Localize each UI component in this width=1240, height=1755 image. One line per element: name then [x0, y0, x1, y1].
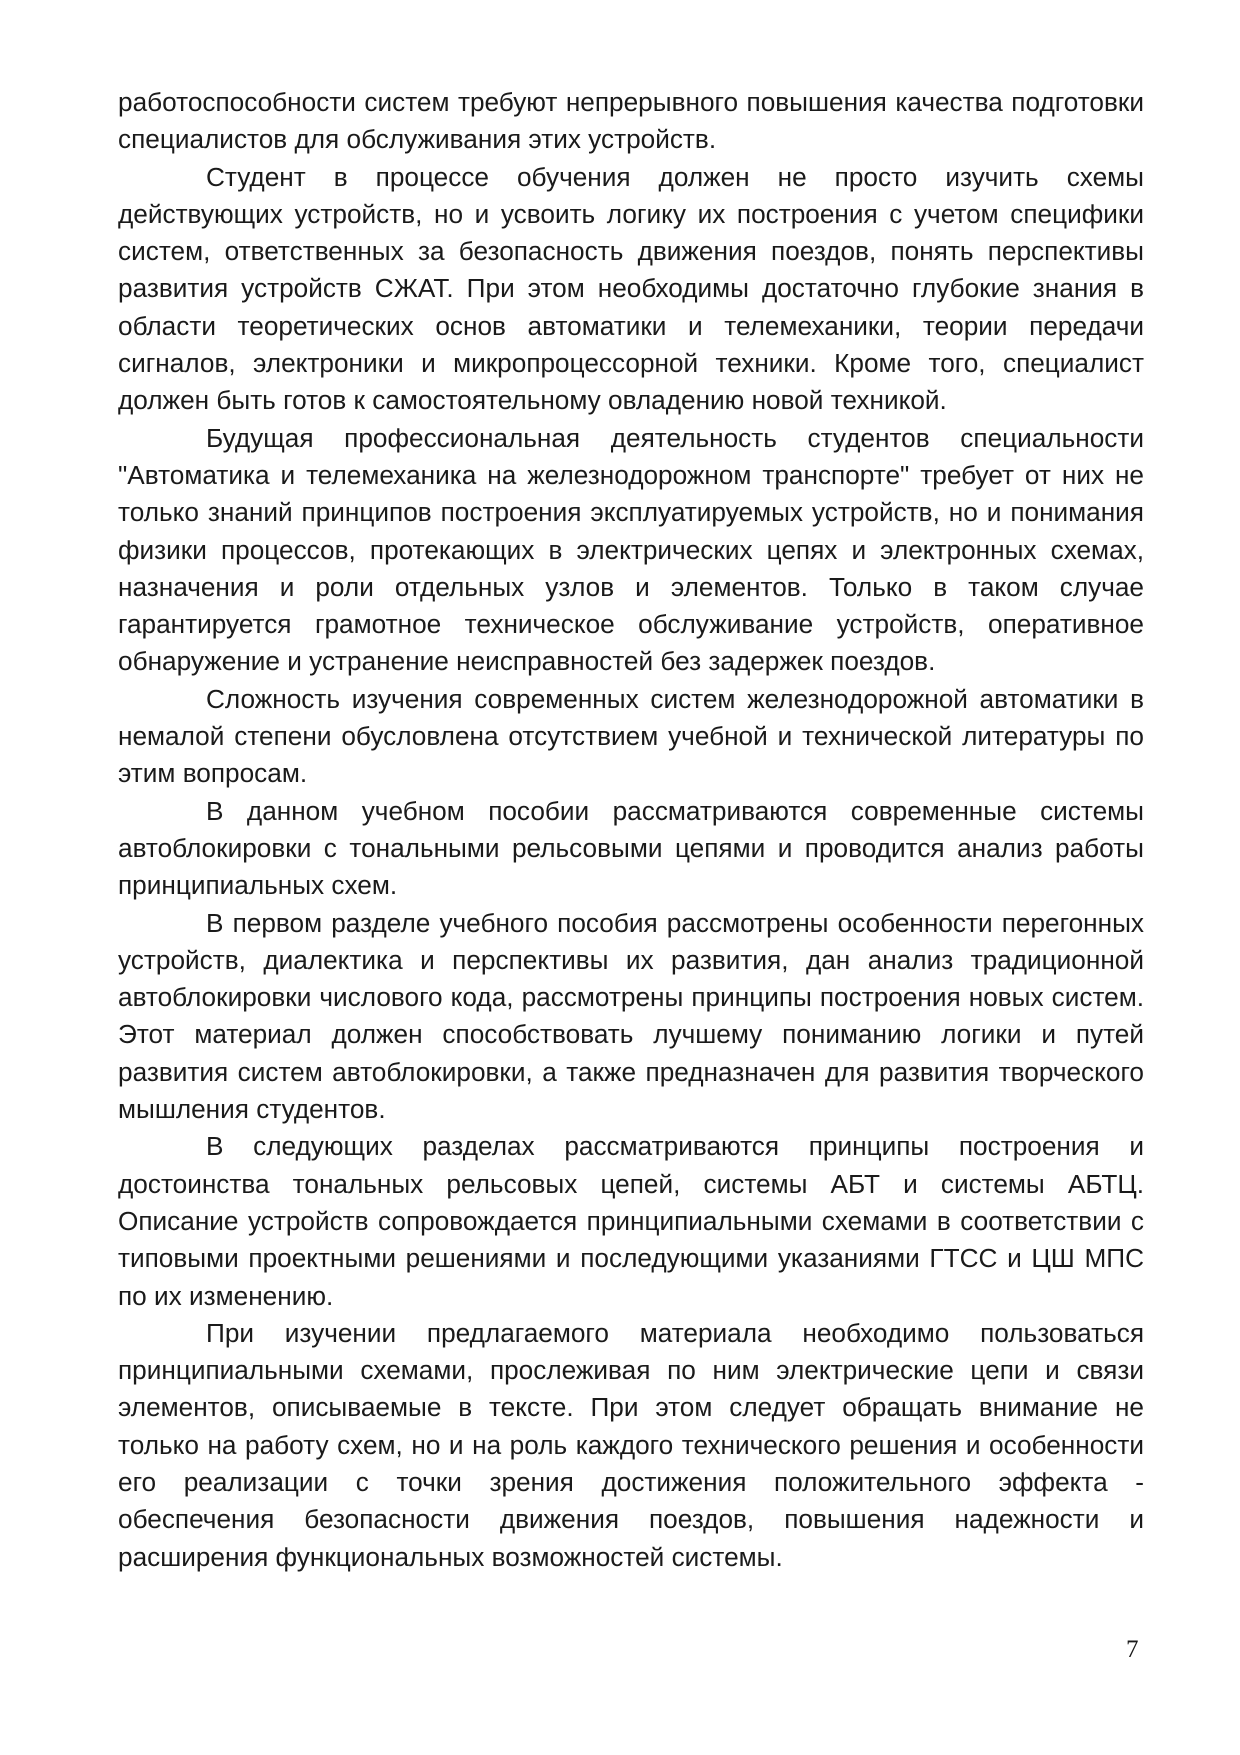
- page-number: 7: [1126, 1636, 1139, 1663]
- body-text: [118, 84, 1144, 1576]
- paragraph: При изучении предлагаемого материала необходимо пользоваться принципиальными схемами, прослеживая по ним электрические цепи и связи элементов, описываемые в тексте. При этом следует обращать внимание не только на работу схем, но и на роль каждого технического решения и особенности его реализации с точки зрения достижения положительного эффекта - обеспечения безопасности движения поездов, повышения надежности и расширения функциональных возможностей системы.: [118, 1317, 1144, 1572]
- paragraph: В следующих разделах рассматриваются принципы построения и достоинства тональных рельсовых цепей, системы АБТ и системы АБТЦ. Описание устройств сопровождается принципиальными схемами в соответствии с типовыми проектными решениями и последующими указаниями ГТСС и ЦШ МПС по их изменению.: [118, 1131, 1144, 1311]
- paragraph: Будущая профессиональная деятельность студентов специальности "Автоматика и телемеханика на железнодорожном транспорте" требует от них не только знаний принципов построения эксплуатируемых устройств, но и понимания физики процессов, протекающих в электрических цепях и электронных схемах, назначения и роли отдельных узлов и элементов. Только в таком случае гарантируется грамотное техническое обслуживание устройств, оперативное обнаружение и устранение неисправностей без задержек поездов.: [118, 422, 1144, 677]
- paragraph: В первом разделе учебного пособия рассмотрены особенности перегонных устройств, диалектика и перспективы их развития, дан анализ традиционной автоблокировки числового кода, рассмотрены принципы построения новых систем. Этот материал должен способствовать лучшему пониманию логики и путей развития систем автоблокировки, а также предназначен для развития творческого мышления студентов.: [118, 907, 1144, 1125]
- paragraph: Студент в процессе обучения должен не просто изучить схемы действующих устройств, но и усвоить логику их построения с учетом специфики систем, ответственных за безопасность движения поездов, понять перспективы развития устройств СЖАТ. При этом необходимы достаточно глубокие знания в области теоретических основ автоматики и телемеханики, теории передачи сигналов, электроники и микропроцессорной техники. Кроме того, специалист должен быть готов к самостоятельному овладению новой техникой.: [118, 161, 1144, 416]
- paragraph: Сложность изучения современных систем железнодорожной автоматики в немалой степени обусловлена отсутствием учебной и технической литературы по этим вопросам.: [118, 683, 1144, 789]
- paragraph: В данном учебном пособии рассматриваются современные системы автоблокировки с тональными рельсовыми цепями и проводится анализ работы принципиальных схем.: [118, 795, 1144, 901]
- paragraph-continuation: работоспособности систем требуют непрерывного повышения качества подготовки специалистов для обслуживания этих устройств.: [118, 87, 1144, 155]
